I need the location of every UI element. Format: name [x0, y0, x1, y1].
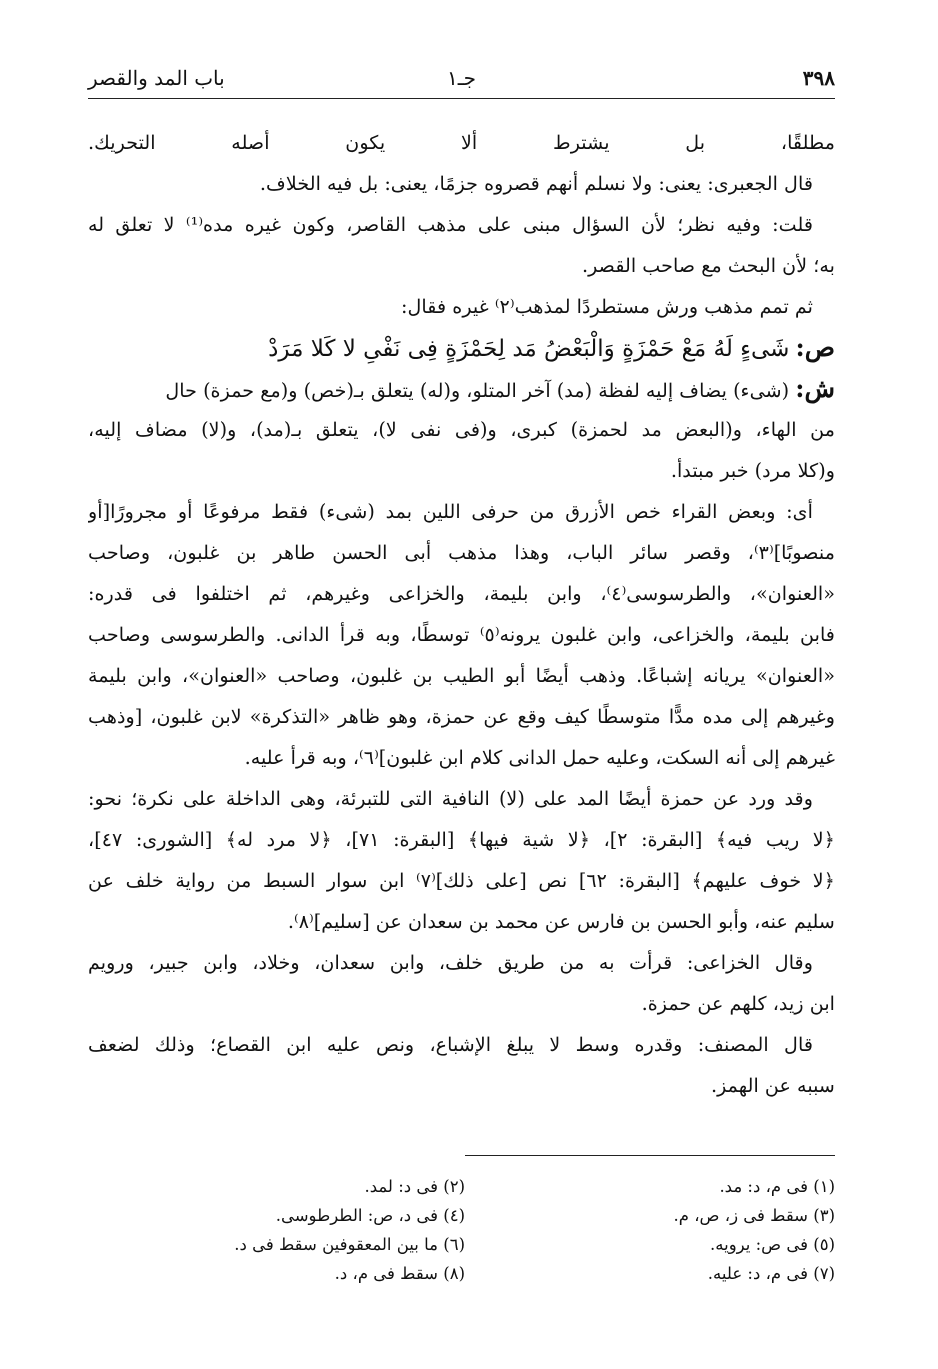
text-line: وغيرهم إلى مده مدًّا متوسطًا كيف وقع عن حمزة، وهو ظاهر «التذكرة» لابن غلبون، [وذهب — [88, 705, 835, 728]
text-line: غيرهم إلى أنه السكت، وعليه حمل الدانى كلام ابن غلبون]⁽٦⁾، وبه قرأ عليه. — [244, 746, 835, 769]
text-line: مطلقًا، بل يشترط ألا يكون أصله التحريك. — [88, 131, 835, 154]
footnote: (٨) سقط فى م، د. — [334, 1264, 465, 1283]
text-line: ثم تمم مذهب ورش مستطردًا لمذهب⁽٢⁾ غيره فقال: — [401, 295, 813, 318]
footnote: (١) فى م، د: مد. — [719, 1177, 835, 1196]
footnote: (٣) سقط فى ز، ص، م. — [673, 1206, 835, 1225]
verse-label: ص: — [795, 333, 835, 362]
footnote-row — [88, 1259, 835, 1288]
main-text — [88, 122, 835, 1106]
text-line: ابن زيد، كلهم عن حمزة. — [641, 992, 835, 1015]
text-line: ﴿لا ريب فيه﴾ [البقرة: ٢]، ﴿لا شية فيها﴾ [البقرة: ٧١]، ﴿لا مرد له﴾ [الشورى: ٤٧]، — [88, 828, 835, 851]
footnote-row — [88, 1230, 835, 1259]
text-line: من الهاء، و(البعض مد لحمزة) كبرى، و(فى نفى لا)، يتعلق بـ(مد)، و(لا) مضاف إليه، — [88, 418, 835, 441]
commentary-text: (شىء) يضاف إليه لفظة (مد) آخر المتلو، و(له) يتعلق بـ(خص) و(مع حمزة) حال — [165, 379, 790, 402]
text-line: منصوبًا]⁽٣⁾، وقصر سائر الباب، وهذا مذهب أبى الحسن طاهر بن غلبون، وصاحب — [88, 541, 835, 564]
text-line: وقال الخزاعى: قرأت به من طريق خلف، وابن سعدان، وخلاد، وابن جبير، ورويم — [88, 951, 813, 974]
commentary-line — [88, 368, 835, 409]
footnote: (٧) فى م، د: عليه. — [707, 1264, 835, 1283]
footnote: (٦) ما بين المعقوفين سقط فى د. — [234, 1235, 465, 1254]
footnote: (٤) فى د، ص: الطرطوسى. — [275, 1206, 465, 1225]
footnote-row — [88, 1172, 835, 1201]
volume-label: جـ١ — [447, 66, 476, 90]
footnote: (٥) فى ص: يرويه. — [710, 1235, 835, 1254]
commentary-label: ش: — [795, 374, 835, 403]
text-line: ﴿لا خوف عليهم﴾ [البقرة: ٦٢] نص [على ذلك]⁽٧⁾ ابن سوار السبط من رواية خلف عن — [88, 869, 835, 892]
text-line: فابن بليمة، والخزاعى، وابن غلبون يرونه⁽٥⁾ توسطًا، وبه قرأ الدانى. والطرسوسى وصاحب — [88, 623, 835, 646]
page-number: ٣٩٨ — [802, 66, 835, 90]
text-line: سليم عنه، وأبو الحسن بن فارس عن محمد بن سعدان عن [سليم]⁽٨⁾. — [287, 910, 835, 933]
text-line: قال المصنف: وقدره وسط لا يبلغ الإشباع، ونص عليه ابن القصاع؛ وذلك لضعف — [88, 1033, 813, 1056]
text-line: به؛ لأن البحث مع صاحب القصر. — [582, 254, 835, 277]
text-line: أى: وبعض القراء خص الأزرق من حرفى اللين بمد (شىء) فقط مرفوعًا أو مجرورًا[أو — [88, 500, 813, 523]
text-line: قلت: وفيه نظر؛ لأن السؤال مبنى على مذهب القاصر، وكون غيره مده⁽¹⁾ لا تعلق له — [88, 213, 813, 236]
page — [88, 60, 835, 1283]
footnotes — [88, 1172, 835, 1288]
text-line: «العنوان»، والطرسوسى⁽٤⁾، وابن بليمة، والخزاعى وغيرهم، ثم اختلفوا فى قدره: — [88, 582, 835, 605]
footnote-divider — [465, 1155, 835, 1156]
text-line: «العنوان» يريانه إشباعًا. وذهب أيضًا أبو الطيب بن غلبون، وصاحب «العنوان»، وابن بليمة — [88, 664, 835, 687]
page-header — [88, 60, 835, 99]
footnote-row — [88, 1201, 835, 1230]
verse-text: شَىءٍ لَهُ مَعْ حَمْزَةٍ وَالْبَعْضُ مَد لِحَمْزَةٍ فِى نَفْىِ لا كَلا مَرَدْ — [268, 336, 790, 362]
verse-line — [88, 327, 835, 368]
text-line: و(كلا مرد) خبر مبتدأ. — [670, 459, 835, 482]
text-line: قال الجعبرى: يعنى: ولا نسلم أنهم قصروه جزمًا، يعنى: بل فيه الخلاف. — [259, 172, 813, 195]
footnote: (٢) فى د: لمد. — [364, 1177, 465, 1196]
text-line: وقد ورد عن حمزة أيضًا المد على (لا) النافية التى للتبرئة، وهى الداخلة على نكرة؛ نحو: — [88, 787, 813, 810]
chapter-title: باب المد والقصر — [88, 66, 225, 90]
text-line: سببه عن الهمز. — [711, 1074, 835, 1097]
